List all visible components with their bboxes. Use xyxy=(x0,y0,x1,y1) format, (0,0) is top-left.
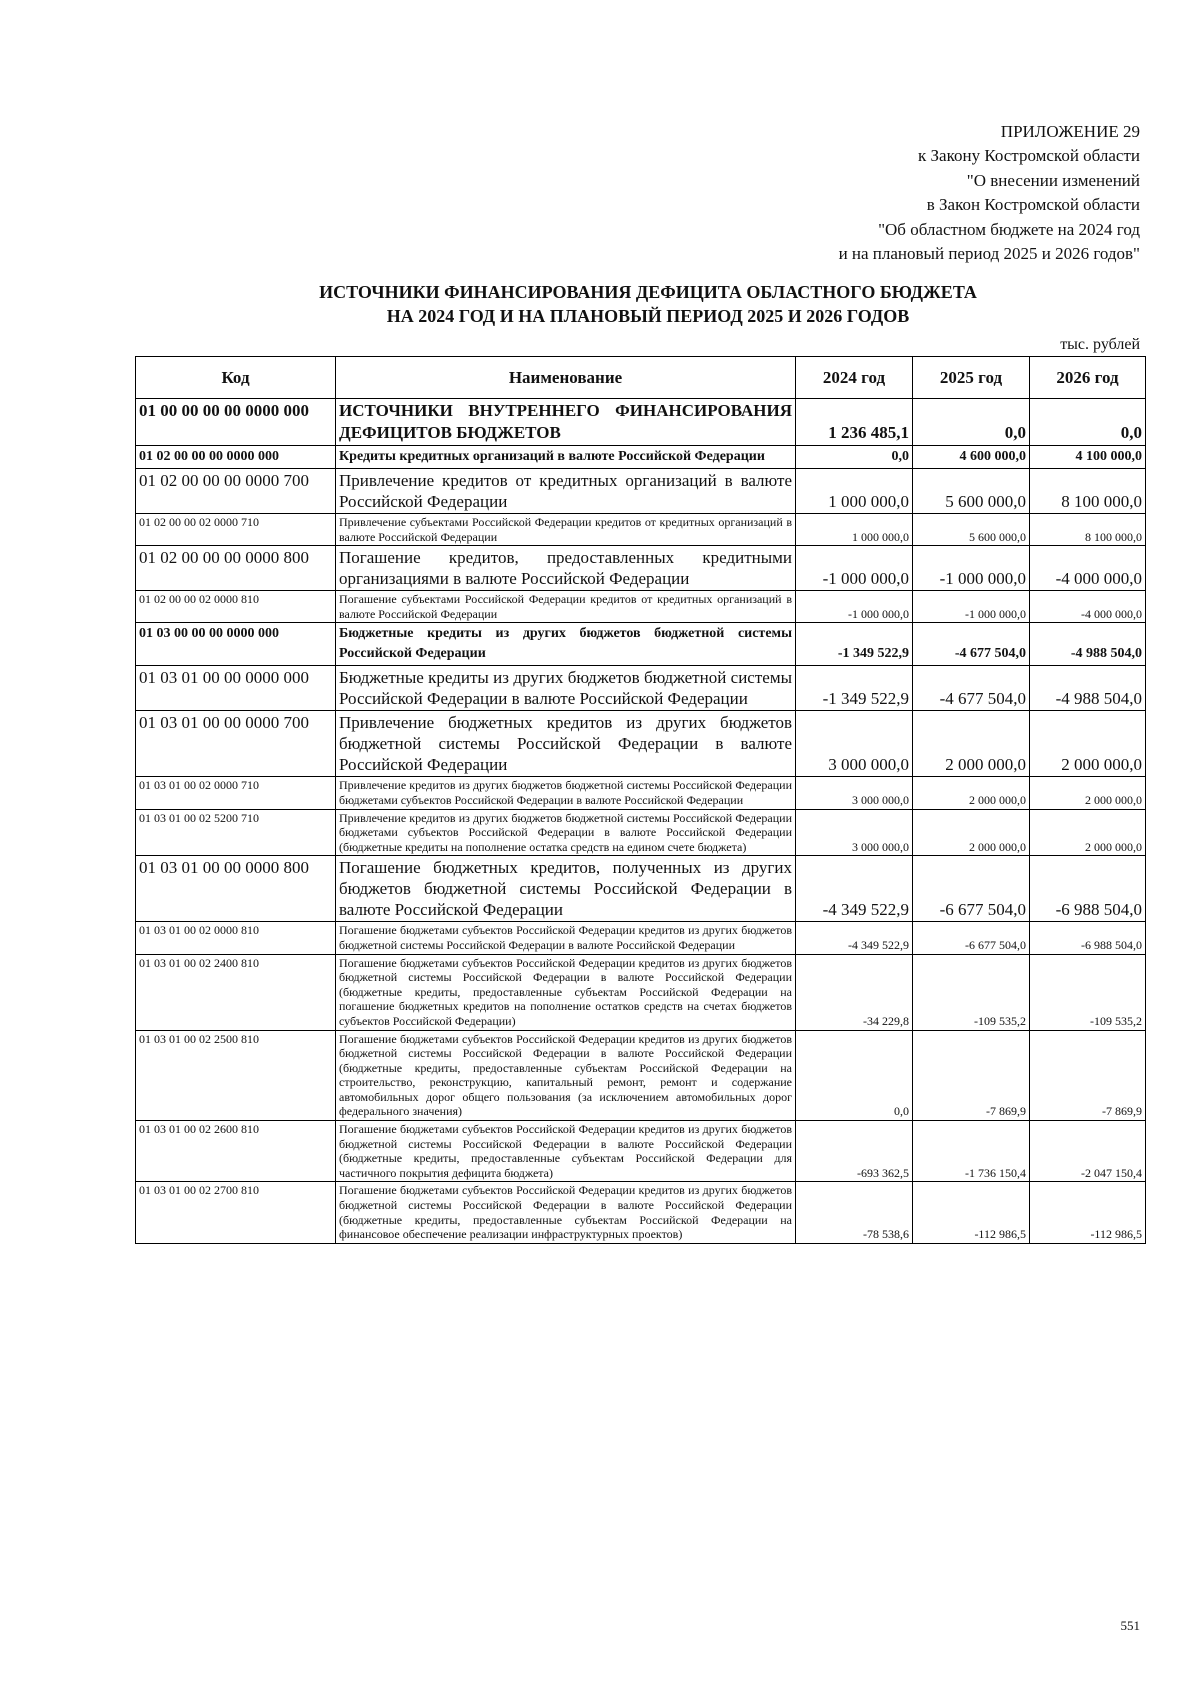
row-code: 01 03 01 00 02 2400 810 xyxy=(136,954,336,1030)
row-value-2026: -6 988 504,0 xyxy=(1030,856,1146,922)
row-code: 01 03 00 00 00 0000 000 xyxy=(136,623,336,666)
row-code: 01 03 01 00 02 2600 810 xyxy=(136,1121,336,1182)
header-line: и на плановый период 2025 и 2026 годов" xyxy=(838,244,1140,264)
table-row xyxy=(136,469,1146,514)
row-value-2026: -2 047 150,4 xyxy=(1030,1121,1146,1182)
row-value-2024: -4 349 522,9 xyxy=(796,856,913,922)
row-value-2025: -4 677 504,0 xyxy=(913,623,1030,666)
row-value-2024: -693 362,5 xyxy=(796,1121,913,1182)
row-code: 01 02 00 00 02 0000 810 xyxy=(136,591,336,623)
row-code: 01 03 01 00 00 0000 800 xyxy=(136,856,336,922)
table-row xyxy=(136,1121,1146,1182)
row-name: Погашение бюджетами субъектов Российской Федерации кредитов из других бюджетов бюджетной системы Российской Федерации в валюте Российской Федерации xyxy=(336,922,796,954)
row-name: Привлечение кредитов из других бюджетов бюджетной системы Российской Федерации бюджетами субъектов Российской Федерации в валюте Российской Федерации (бюджетные кредиты на пополнение остатка средств на едином счете бюджета) xyxy=(336,809,796,856)
row-value-2026: 2 000 000,0 xyxy=(1030,777,1146,809)
row-value-2025: 5 600 000,0 xyxy=(913,469,1030,514)
row-code: 01 03 01 00 02 0000 710 xyxy=(136,777,336,809)
row-name: Погашение бюджетами субъектов Российской Федерации кредитов из других бюджетов бюджетной системы Российской Федерации в валюте Российской Федерации (бюджетные кредиты, предоставленные субъектам Российской Федерации на строительство, реконструкцию, капитальный ремонт, ремонт и содержание автомобильных дорог общего пользования (за исключением автомобильных дорог федерального значения) xyxy=(336,1030,796,1121)
document-title xyxy=(0,280,1200,328)
row-code: 01 02 00 00 00 0000 800 xyxy=(136,546,336,591)
row-name: Погашение кредитов, предоставленных кредитными организациями в валюте Российской Федерации xyxy=(336,546,796,591)
row-value-2025: -6 677 504,0 xyxy=(913,922,1030,954)
row-code: 01 03 01 00 02 2700 810 xyxy=(136,1182,336,1243)
row-value-2024: 0,0 xyxy=(796,446,913,469)
row-value-2024: -1 349 522,9 xyxy=(796,666,913,711)
table-row xyxy=(136,954,1146,1030)
table-row xyxy=(136,1030,1146,1121)
row-value-2025: -4 677 504,0 xyxy=(913,666,1030,711)
row-code: 01 03 01 00 02 5200 710 xyxy=(136,809,336,856)
table-row xyxy=(136,591,1146,623)
units-label: тыс. рублей xyxy=(1060,336,1140,353)
row-value-2024: 0,0 xyxy=(796,1030,913,1121)
table-row xyxy=(136,546,1146,591)
header-line: ПРИЛОЖЕНИЕ 29 xyxy=(1000,122,1140,141)
appendix-header xyxy=(839,120,1140,266)
row-value-2025: -1 000 000,0 xyxy=(913,546,1030,591)
row-name: Привлечение бюджетных кредитов из других бюджетов бюджетной системы Российской Федерации в валюте Российской Федерации xyxy=(336,711,796,777)
row-value-2026: 2 000 000,0 xyxy=(1030,809,1146,856)
row-name: Бюджетные кредиты из других бюджетов бюджетной системы Российской Федерации xyxy=(336,623,796,666)
row-value-2026: 2 000 000,0 xyxy=(1030,711,1146,777)
row-value-2026: -4 000 000,0 xyxy=(1030,546,1146,591)
row-value-2025: -1 000 000,0 xyxy=(913,591,1030,623)
table-row xyxy=(136,711,1146,777)
column-header-2024: 2024 год xyxy=(796,357,913,399)
row-value-2024: -1 000 000,0 xyxy=(796,591,913,623)
header-line: в Закон Костромской области xyxy=(926,195,1140,215)
table-row xyxy=(136,856,1146,922)
row-value-2024: 1 236 485,1 xyxy=(796,399,913,446)
table-row xyxy=(136,446,1146,469)
table-row xyxy=(136,922,1146,954)
row-value-2026: -109 535,2 xyxy=(1030,954,1146,1030)
row-name: Бюджетные кредиты из других бюджетов бюджетной системы Российской Федерации в валюте Российской Федерации xyxy=(336,666,796,711)
row-value-2026: -7 869,9 xyxy=(1030,1030,1146,1121)
row-value-2025: -109 535,2 xyxy=(913,954,1030,1030)
row-value-2024: 3 000 000,0 xyxy=(796,777,913,809)
row-name: Погашение бюджетами субъектов Российской Федерации кредитов из других бюджетов бюджетной системы Российской Федерации в валюте Российской Федерации (бюджетные кредиты, предоставленные субъектам Российской Федерации для частичного покрытия дефицита бюджета) xyxy=(336,1121,796,1182)
row-value-2025: -7 869,9 xyxy=(913,1030,1030,1121)
header-line: к Закону Костромской области xyxy=(918,146,1140,166)
table-row xyxy=(136,1182,1146,1243)
header-line: "Об областном бюджете на 2024 год xyxy=(878,219,1140,239)
row-name: Привлечение кредитов из других бюджетов бюджетной системы Российской Федерации бюджетами субъектов Российской Федерации в валюте Российской Федерации xyxy=(336,777,796,809)
row-value-2024: -1 000 000,0 xyxy=(796,546,913,591)
table-row xyxy=(136,623,1146,666)
row-code: 01 02 00 00 00 0000 700 xyxy=(136,469,336,514)
row-value-2026: -4 000 000,0 xyxy=(1030,591,1146,623)
row-value-2025: 2 000 000,0 xyxy=(913,809,1030,856)
column-header-2025: 2025 год xyxy=(913,357,1030,399)
column-header-2026: 2026 год xyxy=(1030,357,1146,399)
row-code: 01 00 00 00 00 0000 000 xyxy=(136,399,336,446)
row-code: 01 03 01 00 02 0000 810 xyxy=(136,922,336,954)
row-value-2026: 8 100 000,0 xyxy=(1030,514,1146,546)
row-code: 01 02 00 00 00 0000 000 xyxy=(136,446,336,469)
row-value-2025: -112 986,5 xyxy=(913,1182,1030,1243)
row-value-2024: 3 000 000,0 xyxy=(796,809,913,856)
row-value-2025: 2 000 000,0 xyxy=(913,711,1030,777)
row-value-2024: -78 538,6 xyxy=(796,1182,913,1243)
row-value-2024: 3 000 000,0 xyxy=(796,711,913,777)
row-value-2025: 2 000 000,0 xyxy=(913,777,1030,809)
table-row xyxy=(136,809,1146,856)
row-value-2026: -112 986,5 xyxy=(1030,1182,1146,1243)
table-header-row xyxy=(136,357,1146,399)
column-header-code: Код xyxy=(136,357,336,399)
row-value-2024: -4 349 522,9 xyxy=(796,922,913,954)
table-row xyxy=(136,514,1146,546)
row-value-2024: 1 000 000,0 xyxy=(796,514,913,546)
row-value-2025: 4 600 000,0 xyxy=(913,446,1030,469)
row-value-2025: -1 736 150,4 xyxy=(913,1121,1030,1182)
row-value-2024: -1 349 522,9 xyxy=(796,623,913,666)
header-line: "О внесении изменений xyxy=(966,170,1140,190)
row-code: 01 02 00 00 02 0000 710 xyxy=(136,514,336,546)
row-value-2025: 0,0 xyxy=(913,399,1030,446)
row-code: 01 03 01 00 00 0000 000 xyxy=(136,666,336,711)
row-value-2026: 4 100 000,0 xyxy=(1030,446,1146,469)
row-name: Привлечение субъектами Российской Федерации кредитов от кредитных организаций в валюте Российской Федерации xyxy=(336,514,796,546)
row-name: Погашение бюджетами субъектов Российской Федерации кредитов из других бюджетов бюджетной системы Российской Федерации в валюте Российской Федерации (бюджетные кредиты, предоставленные субъектам Российской Федерации на финансовое обеспечение реализации инфраструктурных проектов) xyxy=(336,1182,796,1243)
budget-table xyxy=(135,356,1146,1244)
row-name: Погашение бюджетами субъектов Российской Федерации кредитов из других бюджетов бюджетной системы Российской Федерации в валюте Российской Федерации (бюджетные кредиты, предоставленные субъектам Российской Федерации на погашение бюджетных кредитов на пополнение остатков средств на счетах бюджетов субъектов Российской Федерации) xyxy=(336,954,796,1030)
row-name: Погашение субъектами Российской Федерации кредитов от кредитных организаций в валюте Российской Федерации xyxy=(336,591,796,623)
title-line-2: НА 2024 ГОД И НА ПЛАНОВЫЙ ПЕРИОД 2025 И 2026 ГОДОВ xyxy=(386,306,910,326)
row-value-2026: -6 988 504,0 xyxy=(1030,922,1146,954)
row-value-2025: 5 600 000,0 xyxy=(913,514,1030,546)
row-name: Погашение бюджетных кредитов, полученных из других бюджетов бюджетной системы Российской Федерации в валюте Российской Федерации xyxy=(336,856,796,922)
row-value-2026: 0,0 xyxy=(1030,399,1146,446)
row-value-2024: 1 000 000,0 xyxy=(796,469,913,514)
row-value-2026: -4 988 504,0 xyxy=(1030,666,1146,711)
row-name: Кредиты кредитных организаций в валюте Российской Федерации xyxy=(336,446,796,469)
page-number: 551 xyxy=(1120,1618,1140,1633)
row-value-2026: 8 100 000,0 xyxy=(1030,469,1146,514)
title-line-1: ИСТОЧНИКИ ФИНАНСИРОВАНИЯ ДЕФИЦИТА ОБЛАСТНОГО БЮДЖЕТА xyxy=(319,282,977,302)
row-name: ИСТОЧНИКИ ВНУТРЕННЕГО ФИНАНСИРОВАНИЯ ДЕФИЦИТОВ БЮДЖЕТОВ xyxy=(336,399,796,446)
row-code: 01 03 01 00 00 0000 700 xyxy=(136,711,336,777)
column-header-name: Наименование xyxy=(336,357,796,399)
row-value-2025: -6 677 504,0 xyxy=(913,856,1030,922)
table-row xyxy=(136,399,1146,446)
row-value-2026: -4 988 504,0 xyxy=(1030,623,1146,666)
row-value-2024: -34 229,8 xyxy=(796,954,913,1030)
table-row xyxy=(136,666,1146,711)
row-code: 01 03 01 00 02 2500 810 xyxy=(136,1030,336,1121)
table-row xyxy=(136,777,1146,809)
row-name: Привлечение кредитов от кредитных организаций в валюте Российской Федерации xyxy=(336,469,796,514)
